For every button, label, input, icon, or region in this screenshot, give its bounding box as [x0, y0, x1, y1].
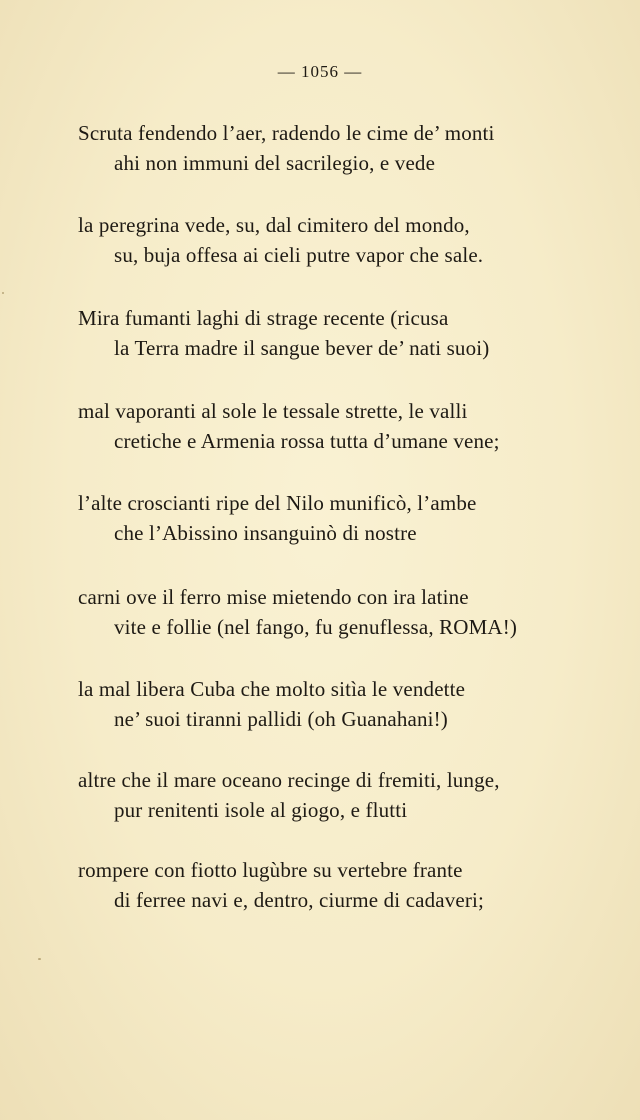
verse-line-indented: di ferree navi e, dentro, ciurme di cadaveri;	[114, 888, 484, 912]
verse-line: l’alte croscianti ripe del Nilo munificò, l’ambe	[78, 491, 477, 515]
verse-line-indented: cretiche e Armenia rossa tutta d’umane vene;	[114, 429, 500, 453]
verse-line: carni ove il ferro mise mietendo con ira latine	[78, 585, 469, 609]
verse-line-indented: vite e follie (nel fango, fu genuflessa, ROMA!)	[114, 615, 518, 639]
verse-line-indented: che l’Abissino insanguinò di nostre	[114, 521, 417, 545]
verse-line-indented: ahi non immuni del sacrilegio, e vede	[114, 151, 436, 175]
verse-line: Scruta fendendo l’aer, radendo le cime de’ monti	[78, 121, 495, 145]
verse-line: Mira fumanti laghi di strage recente (ricusa	[78, 306, 449, 330]
verse-line: rompere con fiotto lugùbre su vertebre frante	[78, 858, 463, 882]
verse-line: la mal libera Cuba che molto sitìa le vendette	[78, 677, 466, 701]
paper-speck	[38, 958, 41, 960]
paper-speck	[2, 292, 4, 294]
verse-line: la peregrina vede, su, dal cimitero del mondo,	[78, 213, 470, 237]
verse-line-indented: la Terra madre il sangue bever de’ nati suoi)	[114, 336, 490, 360]
verse-line: altre che il mare oceano recinge di fremiti, lunge,	[78, 768, 500, 792]
verse-line: mal vaporanti al sole le tessale strette, le valli	[78, 399, 468, 423]
verse-line-indented: su, buja offesa ai cieli putre vapor che sale.	[114, 243, 484, 267]
verse-line-indented: pur renitenti isole al giogo, e flutti	[114, 798, 408, 822]
page-number: — 1056 —	[277, 62, 363, 81]
verse-line-indented: ne’ suoi tiranni pallidi (oh Guanahani!)	[114, 707, 448, 731]
